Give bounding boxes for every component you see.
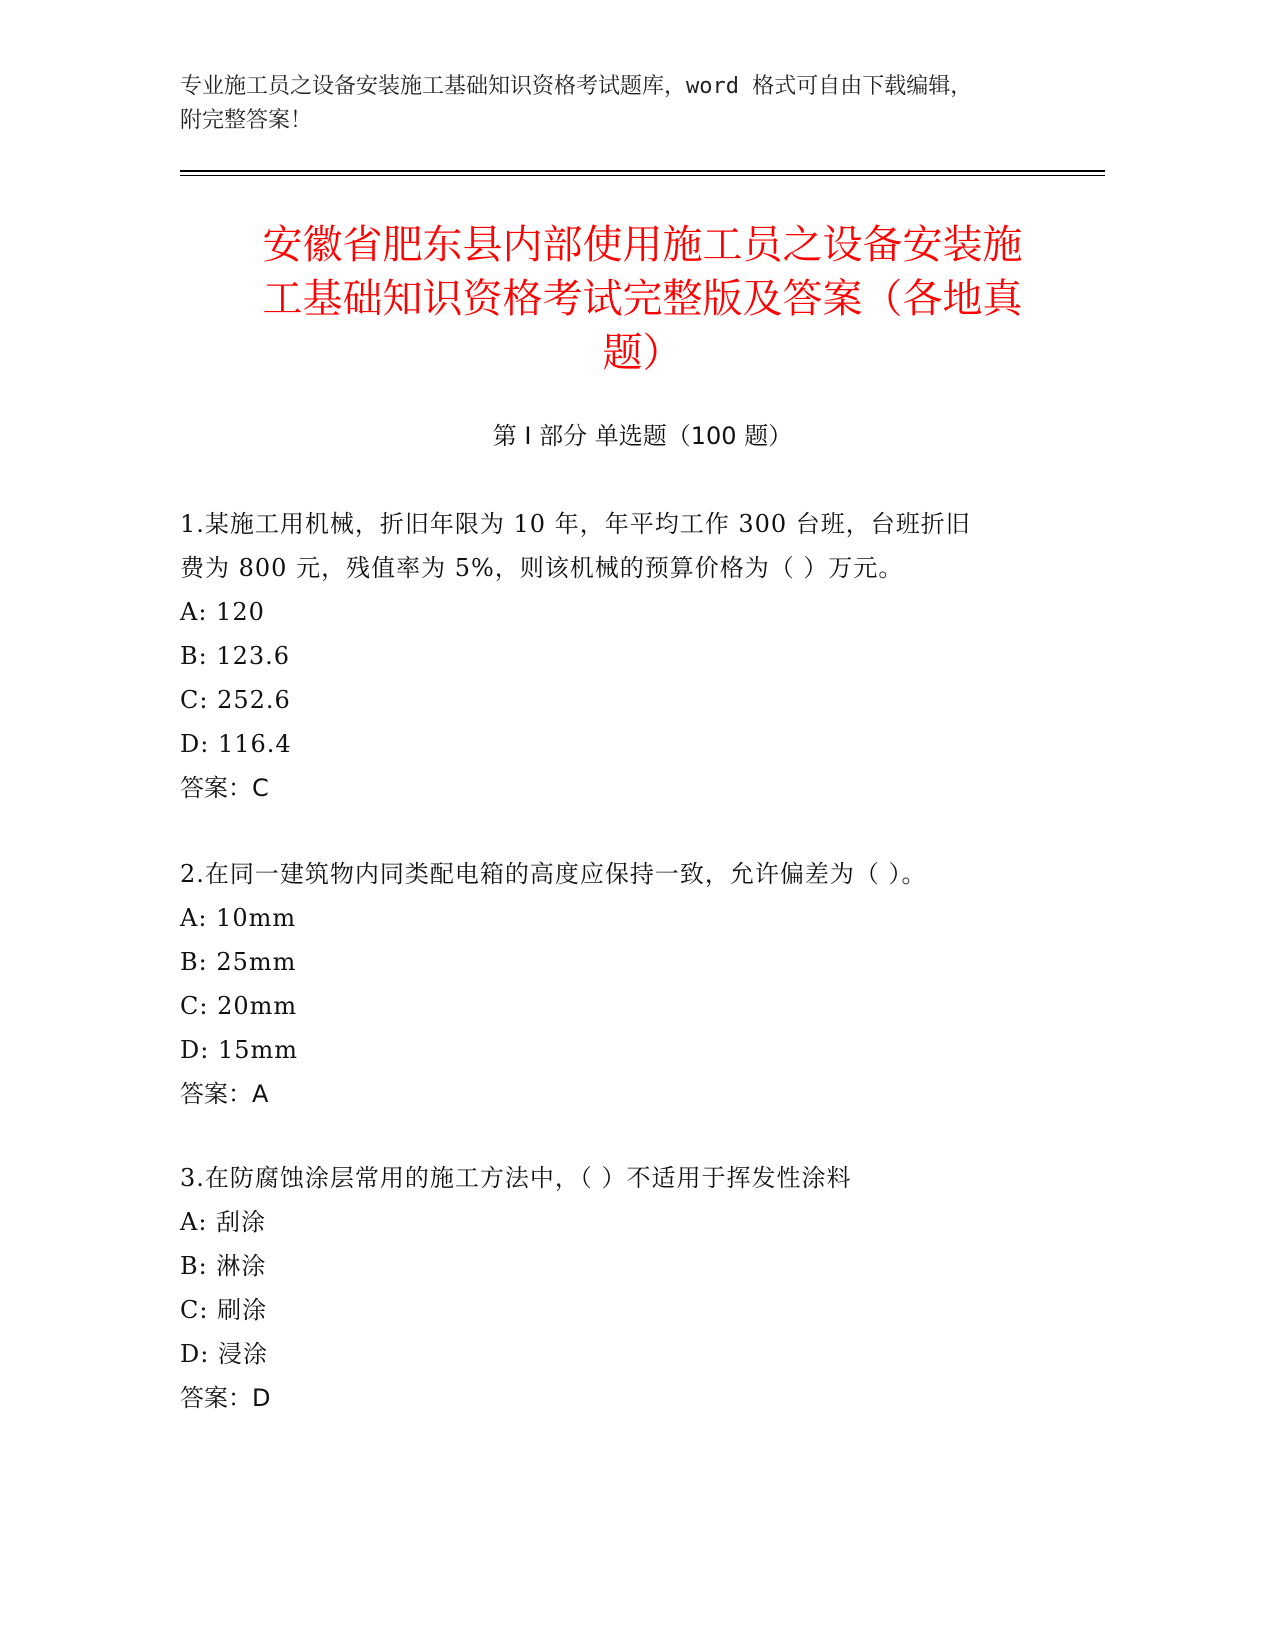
option-a: A: 10mm — [180, 904, 297, 932]
question-stem-line-1: 1.某施工用机械，折旧年限为 10 年，年平均工作 300 台班，台班折旧 — [180, 510, 971, 538]
header-note — [180, 70, 1060, 138]
question-stem-line-1: 3.在防腐蚀涂层常用的施工方法中，（ ）不适用于挥发性涂料 — [180, 1164, 852, 1192]
question-stem-line-2: 费为 800 元，残值率为 5%，则该机械的预算价格为（ ）万元。 — [180, 554, 904, 582]
option-d: D: 浸涂 — [180, 1340, 268, 1368]
question-stem-line-1: 2.在同一建筑物内同类配电箱的高度应保持一致，允许偏差为（ ）。 — [180, 860, 927, 888]
question-stem — [180, 852, 1080, 896]
question-stem — [180, 502, 1080, 590]
question-2 — [180, 852, 1080, 1116]
option-d: D: 15mm — [180, 1036, 299, 1064]
question-1 — [180, 502, 1080, 810]
option-a: A: 120 — [180, 598, 265, 626]
option-a: A: 刮涂 — [180, 1208, 267, 1236]
header-note-line-2: 附完整答案！ — [180, 108, 313, 133]
header-divider-thick — [180, 170, 1105, 172]
answer: 答案：C — [180, 774, 269, 802]
option-c: C: 252.6 — [180, 686, 291, 714]
option-b: B: 123.6 — [180, 642, 291, 670]
option-d: D: 116.4 — [180, 730, 292, 758]
option-b: B: 淋涂 — [180, 1252, 267, 1280]
question-3 — [180, 1156, 1080, 1420]
document-title-line-3: 题） — [602, 330, 683, 376]
option-c: C: 刷涂 — [180, 1296, 268, 1324]
header-divider-thin — [180, 175, 1105, 176]
section-heading: 第 I 部分 单选题（100 题） — [492, 422, 793, 450]
answer: 答案：D — [180, 1384, 271, 1412]
answer: 答案：A — [180, 1080, 269, 1108]
header-note-line-1: 专业施工员之设备安装施工基础知识资格考试题库，word 格式可自由下载编辑， — [180, 74, 973, 99]
document-title-line-2: 工基础知识资格考试完整版及答案（各地真 — [262, 276, 1023, 322]
document-title — [180, 218, 1105, 380]
question-stem — [180, 1156, 1080, 1200]
document-title-line-1: 安徽省肥东县内部使用施工员之设备安装施 — [262, 222, 1023, 268]
option-c: C: 20mm — [180, 992, 298, 1020]
option-b: B: 25mm — [180, 948, 297, 976]
